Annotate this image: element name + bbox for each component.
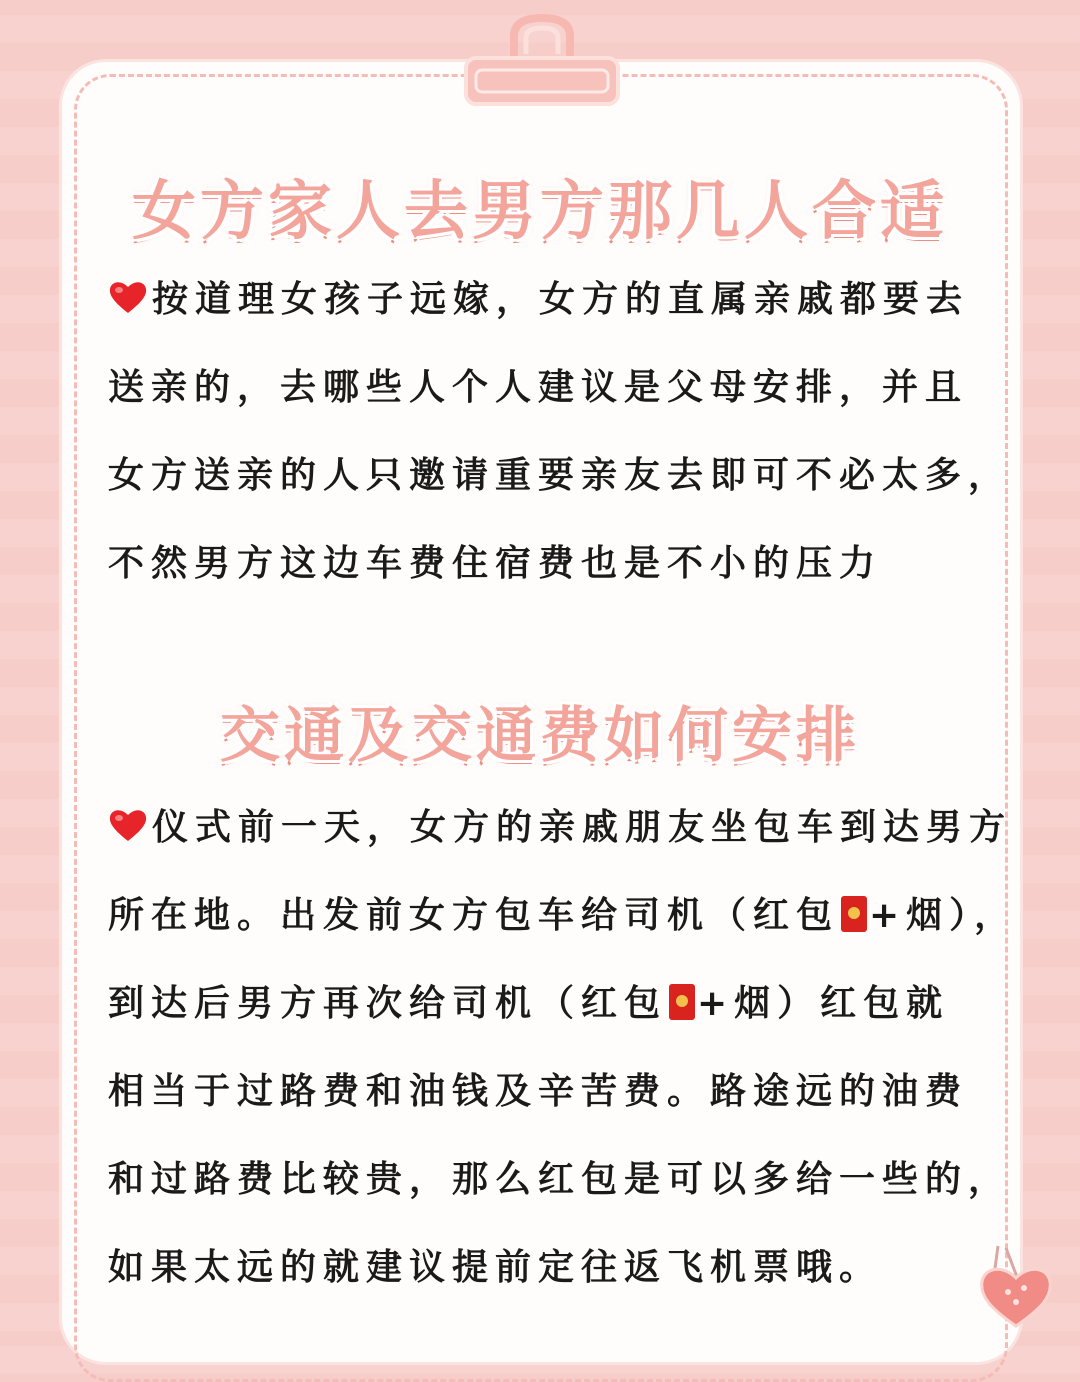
text-line [108, 894, 1017, 938]
red-envelope-icon [669, 984, 695, 1020]
text-span: +烟）， [869, 895, 1018, 936]
heart-pin-icon [968, 1236, 1068, 1336]
text-line: 和过路费比较贵，那么红包是可以多给一些的， [108, 1159, 1012, 1200]
text-line: 不然男方这边车费住宿费也是不小的压力 [108, 543, 883, 584]
text-span: 仪式前一天，女方的亲戚朋友坐包车到达男方 [152, 807, 1013, 848]
text-line: 女方送亲的人只邀请重要亲友去即可不必太多， [108, 455, 1012, 496]
text-line: 如果太远的就建议提前定往返飞机票哦。 [108, 1247, 883, 1288]
red-envelope-icon [841, 896, 867, 932]
text-span: 按道理女孩子远嫁，女方的直属亲戚都要去 [152, 279, 970, 320]
heart-icon [108, 279, 148, 315]
text-line [108, 278, 969, 322]
text-line [108, 806, 1012, 850]
text-line: 相当于过路费和油钱及辛苦费。路途远的油费 [108, 1071, 969, 1112]
text-line: 送亲的，去哪些人个人建议是父母安排，并且 [108, 367, 969, 408]
text-span: 到达后男方再次给司机（红包 [108, 983, 668, 1024]
heart-icon [108, 807, 148, 843]
section-title-transport: 交通及交通费如何安排 [220, 701, 860, 771]
text-span: +烟）红包就 [697, 983, 950, 1024]
text-span: 所在地。出发前女方包车给司机（红包 [108, 895, 840, 936]
section-title-family-count: 女方家人去男方那几人合适 [132, 175, 948, 249]
text-line [108, 982, 949, 1026]
paper-clip-icon [462, 14, 622, 110]
